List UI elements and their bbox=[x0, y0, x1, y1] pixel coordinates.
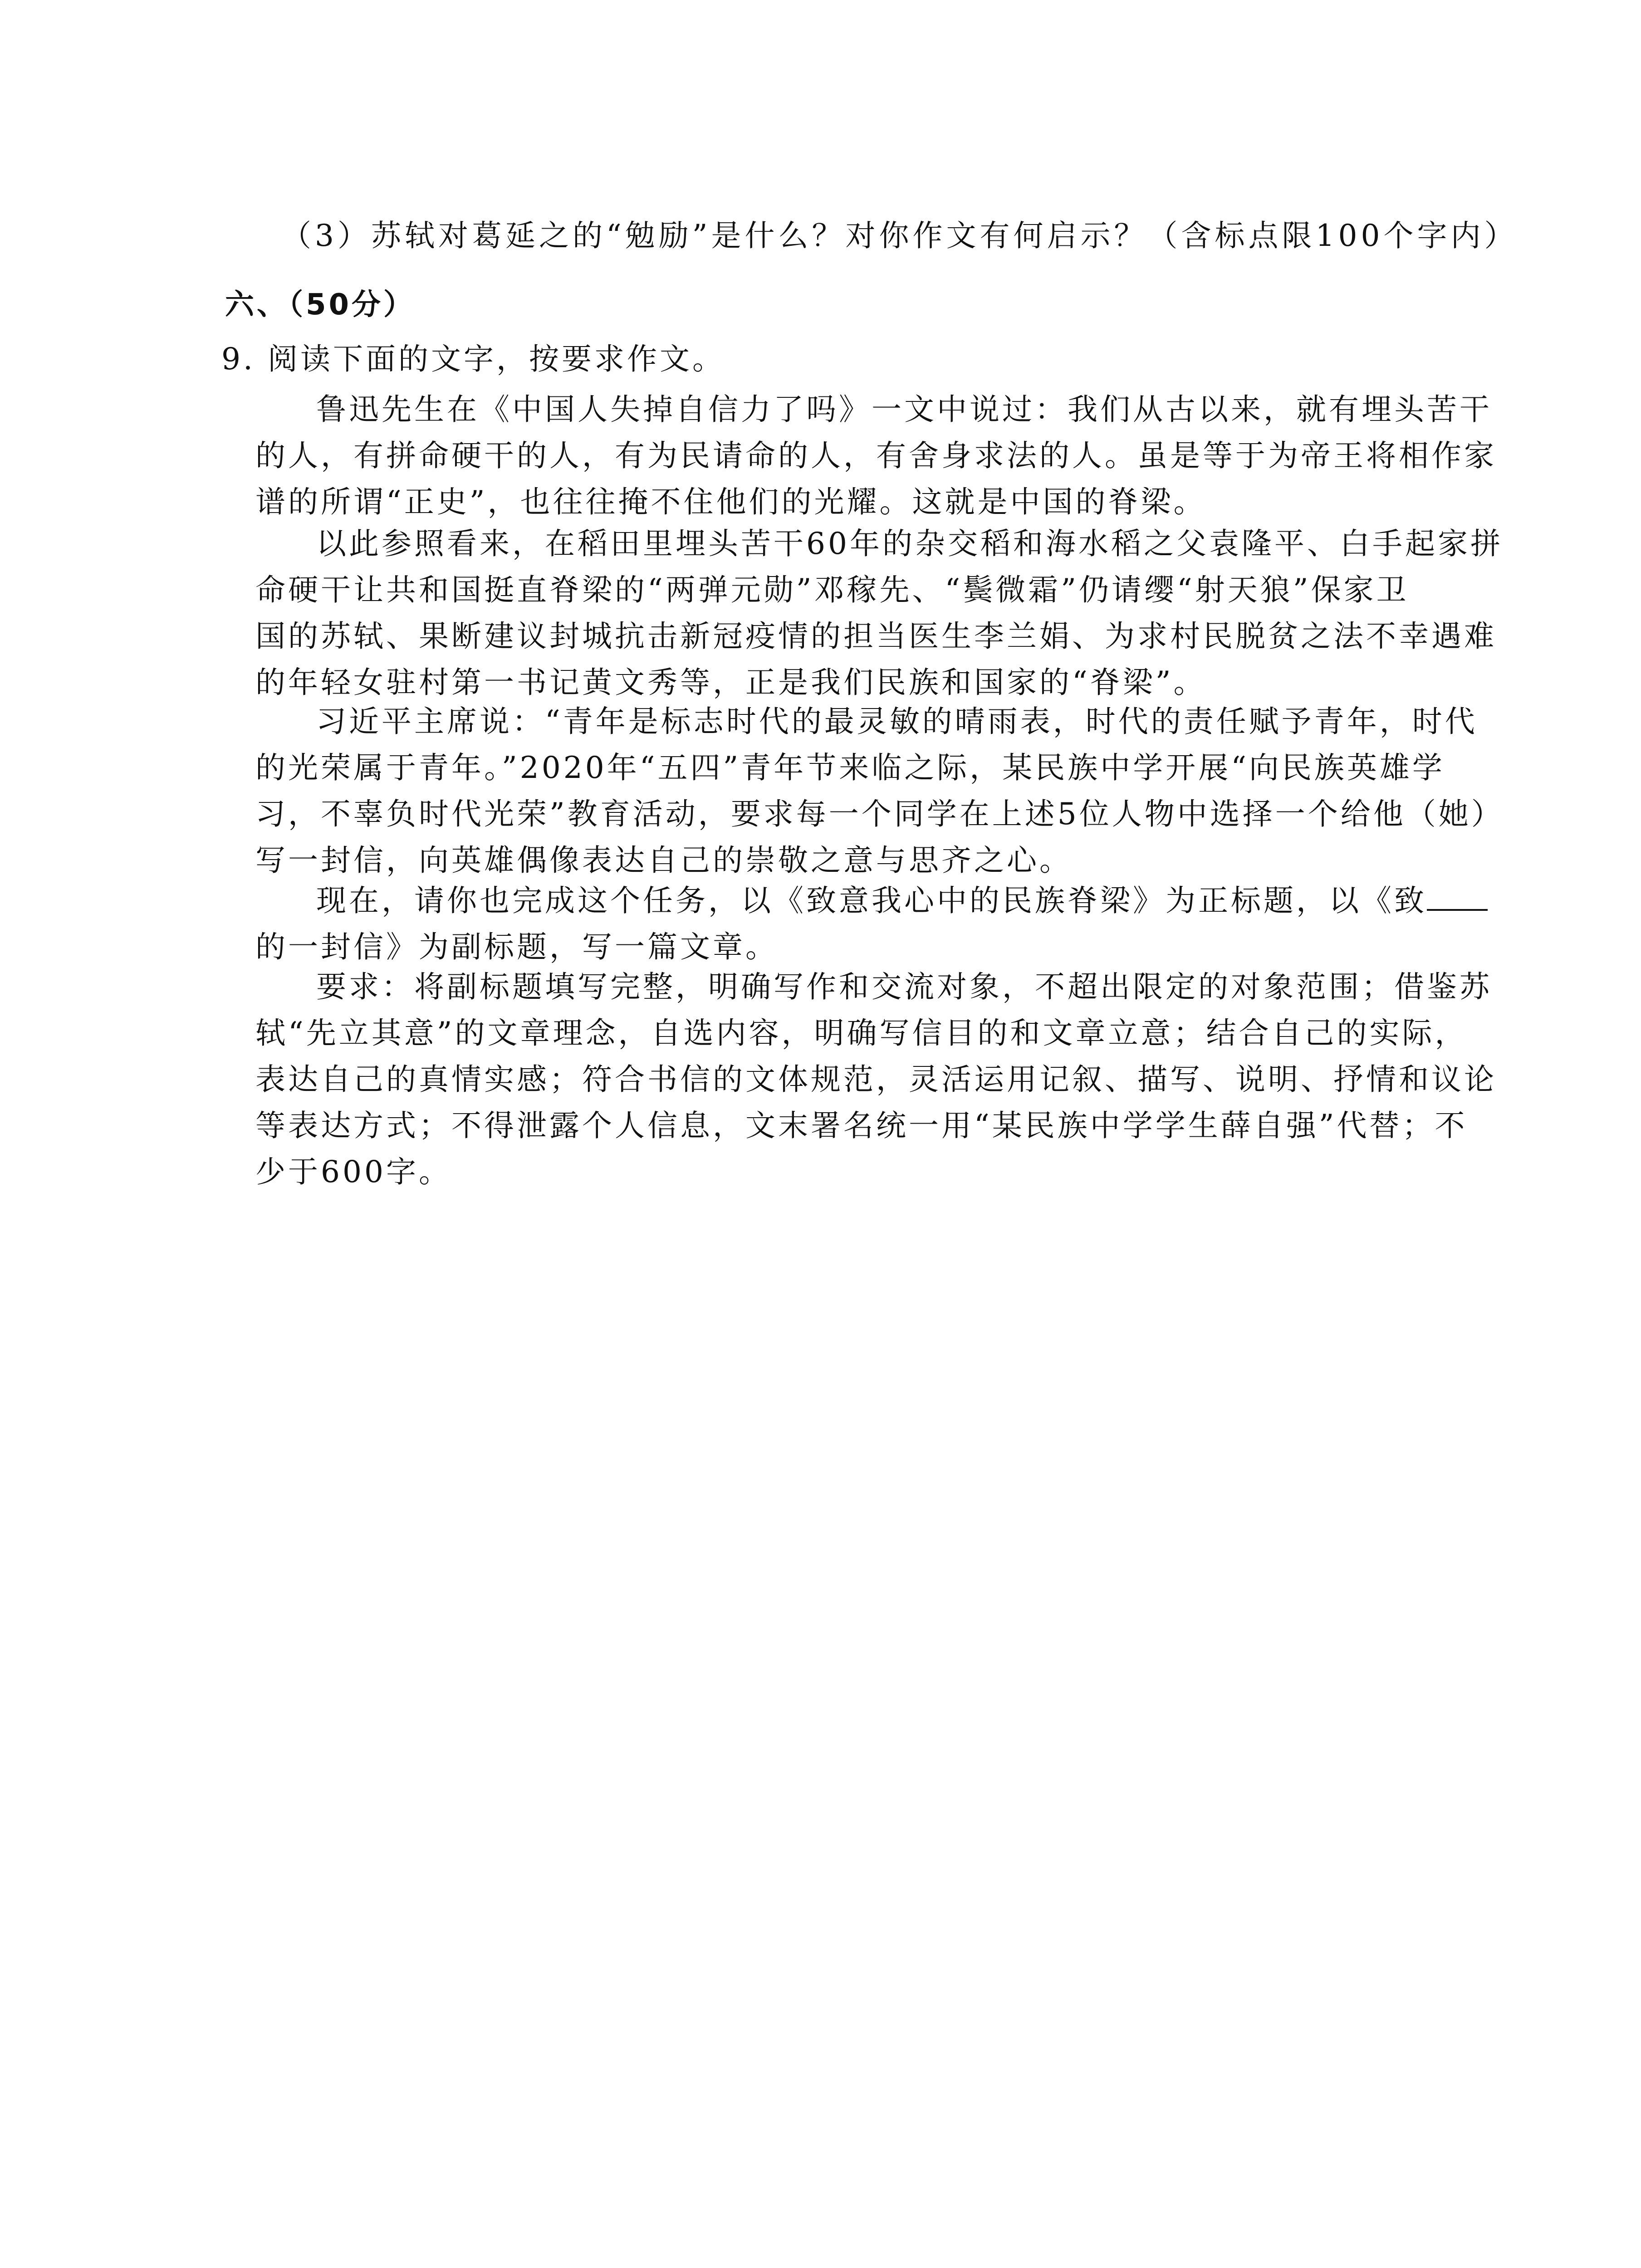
paragraph-line: 的年轻女驻村第一书记黄文秀等，正是我们民族和国家的“脊梁”。 bbox=[255, 665, 1206, 700]
paragraph-line: 习近平主席说：“青年是标志时代的最灵敏的晴雨表，时代的责任赋予青年，时代 bbox=[316, 704, 1478, 739]
paragraph-line: 轼“先立其意”的文章理念，自选内容，明确写信目的和文章立意；结合自己的实际， bbox=[255, 1016, 1468, 1051]
paragraph-line: 的光荣属于青年。”2020年“五四”青年节来临之际，某民族中学开展“向民族英雄学 bbox=[255, 750, 1445, 785]
section-heading: 六、（50分） bbox=[225, 288, 416, 322]
paragraph-line: 命硬干让共和国挺直脊梁的“两弹元勋”邓稼先、“鬓微霜”仍请缨“射天狼”保家卫 bbox=[255, 572, 1409, 607]
question-3-text: （3）苏轼对葛延之的“勉励”是什么？对你作文有何启示？（含标点限100个字内） bbox=[281, 218, 1518, 253]
paragraph-task bbox=[255, 878, 1435, 970]
paragraph-line bbox=[255, 878, 1435, 924]
paragraph-line: 鲁迅先生在《中国人失掉自信力了吗》一文中说过：我们从古以来，就有埋头苦干 bbox=[316, 392, 1492, 427]
question-9-prompt: 9. 阅读下面的文字，按要求作文。 bbox=[221, 342, 725, 376]
paragraph-line: 的人，有拼命硬干的人，有为民请命的人，有舍身求法的人。虽是等于为帝王将相作家 bbox=[255, 438, 1497, 473]
task-line-text: 现在，请你也完成这个任务，以《致意我心中的民族脊梁》为正标题，以《致 bbox=[316, 883, 1427, 918]
paragraph-requirements bbox=[255, 964, 1497, 1195]
paragraph-line: 少于600字。 bbox=[255, 1154, 451, 1189]
paragraph-line: 写一封信，向英雄偶像表达自己的崇敬之意与思齐之心。 bbox=[255, 843, 1072, 878]
paragraph-luxun-quote bbox=[255, 386, 1497, 525]
fill-in-blank bbox=[1427, 882, 1488, 911]
paragraph-line: 国的苏轼、果断建议封城抗击新冠疫情的担当医生李兰娟、为求村民脱贫之法不幸遇难 bbox=[255, 619, 1497, 654]
paragraph-line: 习，不辜负时代光荣”教育活动，要求每一个同学在上述5位人物中选择一个给他（她） bbox=[255, 797, 1504, 831]
paragraph-line: 要求：将副标题填写完整，明确写作和交流对象，不超出限定的对象范围；借鉴苏 bbox=[316, 969, 1492, 1004]
paragraph-xi-quote bbox=[255, 699, 1504, 884]
paragraph-line: 等表达方式；不得泄露个人信息，文末署名统一用“某民族中学学生薛自强”代替；不 bbox=[255, 1108, 1468, 1143]
paragraph-heroes-list bbox=[255, 521, 1503, 706]
paragraph-line: 的一封信》为副标题，写一篇文章。 bbox=[255, 929, 778, 964]
paragraph-line: 以此参照看来，在稻田里埋头苦干60年的杂交稻和海水稻之父袁隆平、白手起家拼 bbox=[316, 526, 1503, 561]
paragraph-line: 谱的所谓“正史”，也往往掩不住他们的光耀。这就是中国的脊梁。 bbox=[255, 484, 1206, 519]
paragraph-line: 表达自己的真情实感；符合书信的文体规范，灵活运用记叙、描写、说明、抒情和议论 bbox=[255, 1062, 1497, 1097]
